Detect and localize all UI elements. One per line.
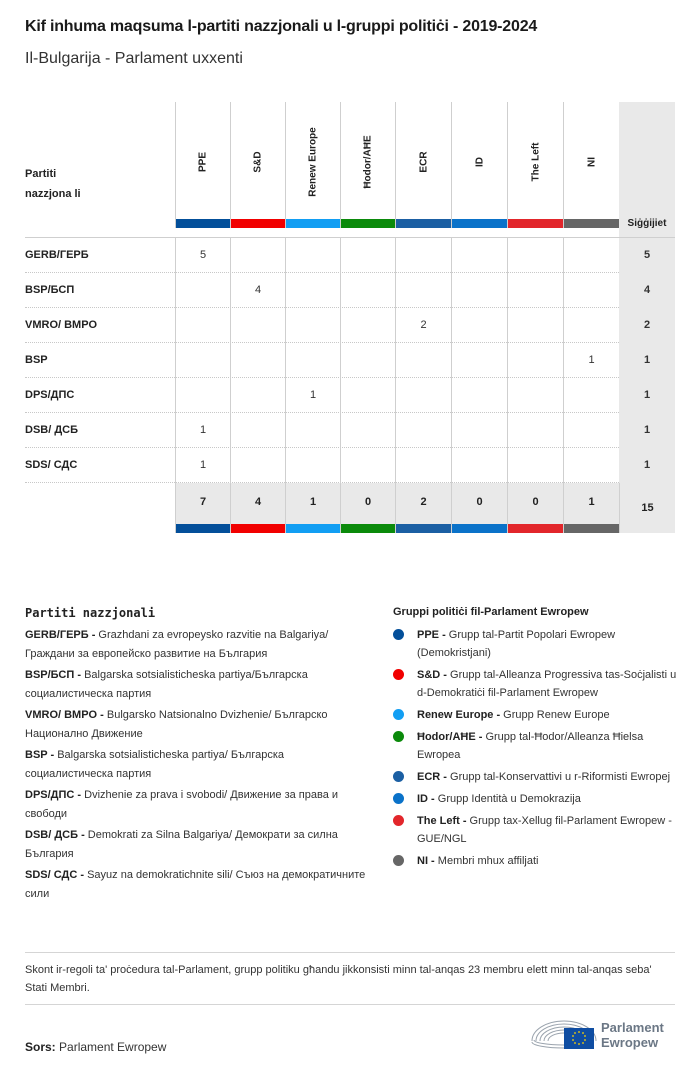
party-legend-item [25, 746, 370, 784]
group-desc: Grupp tal-Ħodor/Alleanza Ħielsa Ewropea [417, 731, 644, 761]
seat-cell [340, 448, 395, 483]
seat-cell [451, 273, 507, 308]
party-name: SDS/ СДС [25, 459, 78, 471]
party-desc: Bulgarsko Natsionalno Dvizhenie/ Българско Национално Движение [25, 709, 328, 740]
seat-cell: 1 [175, 448, 230, 483]
seat-cell [230, 378, 285, 413]
group-total-cell [175, 483, 230, 533]
group-color-bar [176, 219, 230, 228]
seat-cell: 4 [230, 273, 285, 308]
seat-cell [563, 378, 619, 413]
group-total-value: 0 [532, 496, 539, 508]
group-label: S&D [252, 151, 264, 173]
seat-cell [563, 413, 619, 448]
seat-cell [451, 238, 507, 273]
party-name: GERB/ГЕРБ [25, 249, 89, 261]
group-desc: Grupp Identità u Demokrazija [434, 793, 581, 805]
seat-cell [507, 308, 563, 343]
seat-cell [175, 273, 230, 308]
group-legend-item [393, 812, 683, 848]
total-column-header [619, 102, 675, 237]
seat-cell [285, 273, 340, 308]
group-abbr: ID - [417, 793, 435, 805]
group-color-dot-icon [393, 855, 404, 866]
group-total-cell [507, 483, 563, 533]
party-desc: Grazhdani za evropeysko razvitie na Balgariya/ Граждани за европейско развитие на България [25, 629, 329, 660]
party-abbr: BSP/БСП - [25, 669, 82, 681]
party-desc: Dvizhenie za prava i svobodi/ Движение за права и свободи [25, 789, 339, 820]
group-color-dot-icon [393, 709, 404, 720]
seat-cell [563, 448, 619, 483]
party-abbr: DPS/ДПС - [25, 789, 82, 801]
group-color-bar [341, 219, 395, 228]
group-total-cell [451, 483, 507, 533]
party-name: BSP/БСП [25, 284, 75, 296]
logo-text [601, 1020, 664, 1050]
group-desc: Grupp tal-Alleanza Progressiva tas-Soċjalisti u d-Demokratiċi fil-Parlament Ewropew [417, 669, 677, 699]
chart-title: Kif inhuma maqsuma l-partiti nazzjonali u l-gruppi politiċi - 2019-2024 [25, 18, 538, 35]
grand-total-cell [619, 483, 675, 533]
group-label: Ħodor/AĦE [362, 135, 374, 189]
group-abbr: PPE - [417, 629, 446, 641]
group-color-bar [396, 219, 451, 228]
group-abbr: ECR - [417, 771, 447, 783]
group-color-bar [452, 524, 507, 533]
row-total-cell: 1 [619, 413, 675, 448]
group-color-bar [564, 524, 619, 533]
group-abbr: Ħodor/AĦE - [417, 731, 483, 743]
group-color-bar [231, 524, 285, 533]
hemicycle-icon [530, 1015, 598, 1051]
group-label: PPE [197, 151, 209, 173]
group-label: The Left [530, 142, 541, 182]
table-row [25, 448, 675, 483]
party-legend-item [25, 666, 370, 704]
national-parties-legend [25, 606, 370, 906]
seat-cell [451, 343, 507, 378]
group-total-cell [340, 483, 395, 533]
total-header-label: Siġġijiet [627, 218, 667, 229]
divider [25, 1004, 675, 1005]
group-color-dot-icon [393, 815, 404, 826]
seat-cell [230, 238, 285, 273]
group-legend-item [393, 852, 683, 870]
rules-note: Skont ir-regoli ta' proċedura tal-Parlament, grupp politiku għandu jikkonsisti minn tal-anqas 23 membru elett minn tal-anqas seba' Stati Membri. [25, 964, 652, 994]
group-color-bar [341, 524, 395, 533]
seat-cell [285, 238, 340, 273]
seat-cell: 1 [563, 343, 619, 378]
seat-cell [175, 308, 230, 343]
source-label: Sors: [25, 1040, 56, 1054]
group-legend-item [393, 666, 683, 702]
seat-cell [507, 343, 563, 378]
seat-cell [285, 413, 340, 448]
group-color-bar [564, 219, 619, 228]
group-color-dot-icon [393, 629, 404, 640]
group-legend-item [393, 790, 683, 808]
seat-cell [451, 413, 507, 448]
group-color-bar [508, 219, 563, 228]
column-header-group [230, 102, 285, 228]
seat-cell [451, 448, 507, 483]
divider [25, 952, 675, 953]
seat-cell: 5 [175, 238, 230, 273]
seat-cell [563, 238, 619, 273]
column-header-group [563, 102, 619, 228]
seat-cell [230, 343, 285, 378]
group-total-value: 1 [309, 496, 317, 508]
seat-cell [507, 448, 563, 483]
group-total-value: 4 [254, 496, 262, 508]
seat-cell [340, 273, 395, 308]
table-row [25, 413, 675, 448]
party-abbr: VMRO/ BMPO - [25, 709, 104, 721]
row-total-cell: 1 [619, 378, 675, 413]
column-header-group [285, 102, 340, 228]
source-line [25, 1040, 166, 1054]
group-color-dot-icon [393, 771, 404, 782]
group-desc: Grupp tal-Konservattivi u r-Riformisti Ewropej [446, 771, 671, 783]
row-total-cell: 1 [619, 448, 675, 483]
row-total-cell: 2 [619, 308, 675, 343]
group-label: ID [474, 157, 485, 167]
party-desc: Demokrati za Silna Balgariya/ Демократи за силна България [25, 829, 338, 860]
row-total-cell: 1 [619, 343, 675, 378]
group-legend-item [393, 626, 683, 662]
seat-cell [175, 343, 230, 378]
group-color-dot-icon [393, 669, 404, 680]
party-legend-item [25, 826, 370, 864]
seat-cell [285, 343, 340, 378]
party-legend-item [25, 626, 370, 664]
totals-row [25, 483, 675, 533]
table-body [25, 238, 675, 483]
group-color-bar [231, 219, 285, 228]
seat-cell [340, 238, 395, 273]
chart-subtitle: Il-Bulgarija - Parlament uxxenti [25, 50, 243, 67]
group-total-value: 7 [199, 496, 207, 508]
seat-cell [563, 273, 619, 308]
seat-cell [507, 238, 563, 273]
row-total-cell: 5 [619, 238, 675, 273]
seat-cell [340, 343, 395, 378]
party-desc: Balgarska sotsialisticheska partiya/ Българска социалистическа партия [25, 749, 285, 780]
group-color-bar [508, 524, 563, 533]
seat-cell [340, 308, 395, 343]
party-legend-item [25, 786, 370, 824]
group-legend-item [393, 728, 683, 764]
grand-total-value: 15 [641, 502, 654, 514]
seat-cell [395, 343, 451, 378]
seat-cell [395, 238, 451, 273]
seat-cell [340, 378, 395, 413]
group-total-value: 2 [420, 496, 427, 508]
seat-cell: 1 [175, 413, 230, 448]
european-parliament-logo [530, 1015, 680, 1055]
seat-cell [563, 308, 619, 343]
table-row [25, 308, 675, 343]
column-header-group [175, 102, 230, 228]
source-value: Parlament Ewropew [55, 1040, 167, 1054]
group-abbr: Renew Europe - [417, 709, 501, 721]
seat-cell [395, 273, 451, 308]
group-total-value: 0 [364, 496, 372, 508]
group-total-cell [395, 483, 451, 533]
group-abbr: The Left - [417, 815, 467, 827]
group-label: ECR [418, 151, 429, 173]
group-desc: Membri mhux affiljati [434, 855, 539, 867]
seat-cell [230, 413, 285, 448]
group-abbr: S&D - [417, 669, 447, 681]
logo-line-1: Parlament [601, 1020, 664, 1035]
group-color-bar [176, 524, 230, 533]
party-abbr: DSB/ ДСБ - [25, 829, 85, 841]
seat-cell [507, 413, 563, 448]
party-name: VMRO/ BMPO [25, 319, 98, 331]
group-desc: Grupp tax-Xellug fil-Parlament Ewropew - GUE/NGL [417, 815, 672, 845]
seat-cell [285, 308, 340, 343]
party-legend-item [25, 706, 370, 744]
seat-cell [230, 448, 285, 483]
party-abbr: SDS/ СДС - [25, 869, 85, 881]
table-row [25, 343, 675, 378]
party-name: BSP [25, 354, 48, 366]
column-header-group [451, 102, 507, 228]
party-name: DPS/ДПС [25, 389, 75, 401]
seat-cell [451, 308, 507, 343]
group-label: Renew Europe [307, 127, 319, 197]
political-groups-legend [393, 606, 683, 874]
group-total-cell [230, 483, 285, 533]
group-total-value: 1 [588, 496, 595, 508]
seat-cell [395, 413, 451, 448]
national-parties-legend-title: Partiti nazzjonali [25, 606, 156, 620]
seat-cell: 1 [285, 378, 340, 413]
party-desc: Balgarska sotsialisticheska partiya/Българска социалистическа партия [25, 669, 308, 700]
party-abbr: GERB/ГЕРБ - [25, 629, 96, 641]
column-header-group [507, 102, 563, 228]
party-legend-item [25, 866, 370, 904]
group-legend-item [393, 768, 683, 786]
table-row [25, 238, 675, 273]
column-header-group [395, 102, 451, 228]
table-row [25, 378, 675, 413]
party-desc: Sayuz na demokratichnite sili/ Съюз на демократичните сили [25, 869, 366, 900]
seat-cell [340, 413, 395, 448]
group-abbr: NI - [417, 855, 435, 867]
row-header-label: Partiti nazzjona li [25, 168, 81, 200]
seat-cell [507, 273, 563, 308]
group-total-cell [563, 483, 619, 533]
seat-cell [285, 448, 340, 483]
group-color-bar [286, 219, 340, 228]
group-color-bar [452, 219, 507, 228]
party-name: DSB/ ДСБ [25, 424, 79, 436]
group-color-dot-icon [393, 793, 404, 804]
row-total-cell: 4 [619, 273, 675, 308]
seat-cell [230, 308, 285, 343]
group-desc: Grupp tal-Partit Popolari Ewropew (Demokristjani) [417, 629, 616, 659]
group-color-dot-icon [393, 731, 404, 742]
seat-cell [507, 378, 563, 413]
political-groups-legend-title: Gruppi politiċi fil-Parlament Ewropew [393, 606, 589, 618]
group-desc: Grupp Renew Europe [500, 709, 610, 721]
seat-cell [395, 448, 451, 483]
seat-cell [395, 378, 451, 413]
column-header-group [340, 102, 395, 228]
party-abbr: BSP - [25, 749, 55, 761]
group-total-cell [285, 483, 340, 533]
seat-cell [451, 378, 507, 413]
group-total-value: 0 [476, 496, 483, 508]
group-color-bar [286, 524, 340, 533]
group-legend-item [393, 706, 683, 724]
table-row [25, 273, 675, 308]
seat-cell: 2 [395, 308, 451, 343]
seat-cell [175, 378, 230, 413]
logo-line-2: Ewropew [601, 1035, 659, 1050]
group-color-bar [396, 524, 451, 533]
group-label: NI [586, 157, 597, 167]
